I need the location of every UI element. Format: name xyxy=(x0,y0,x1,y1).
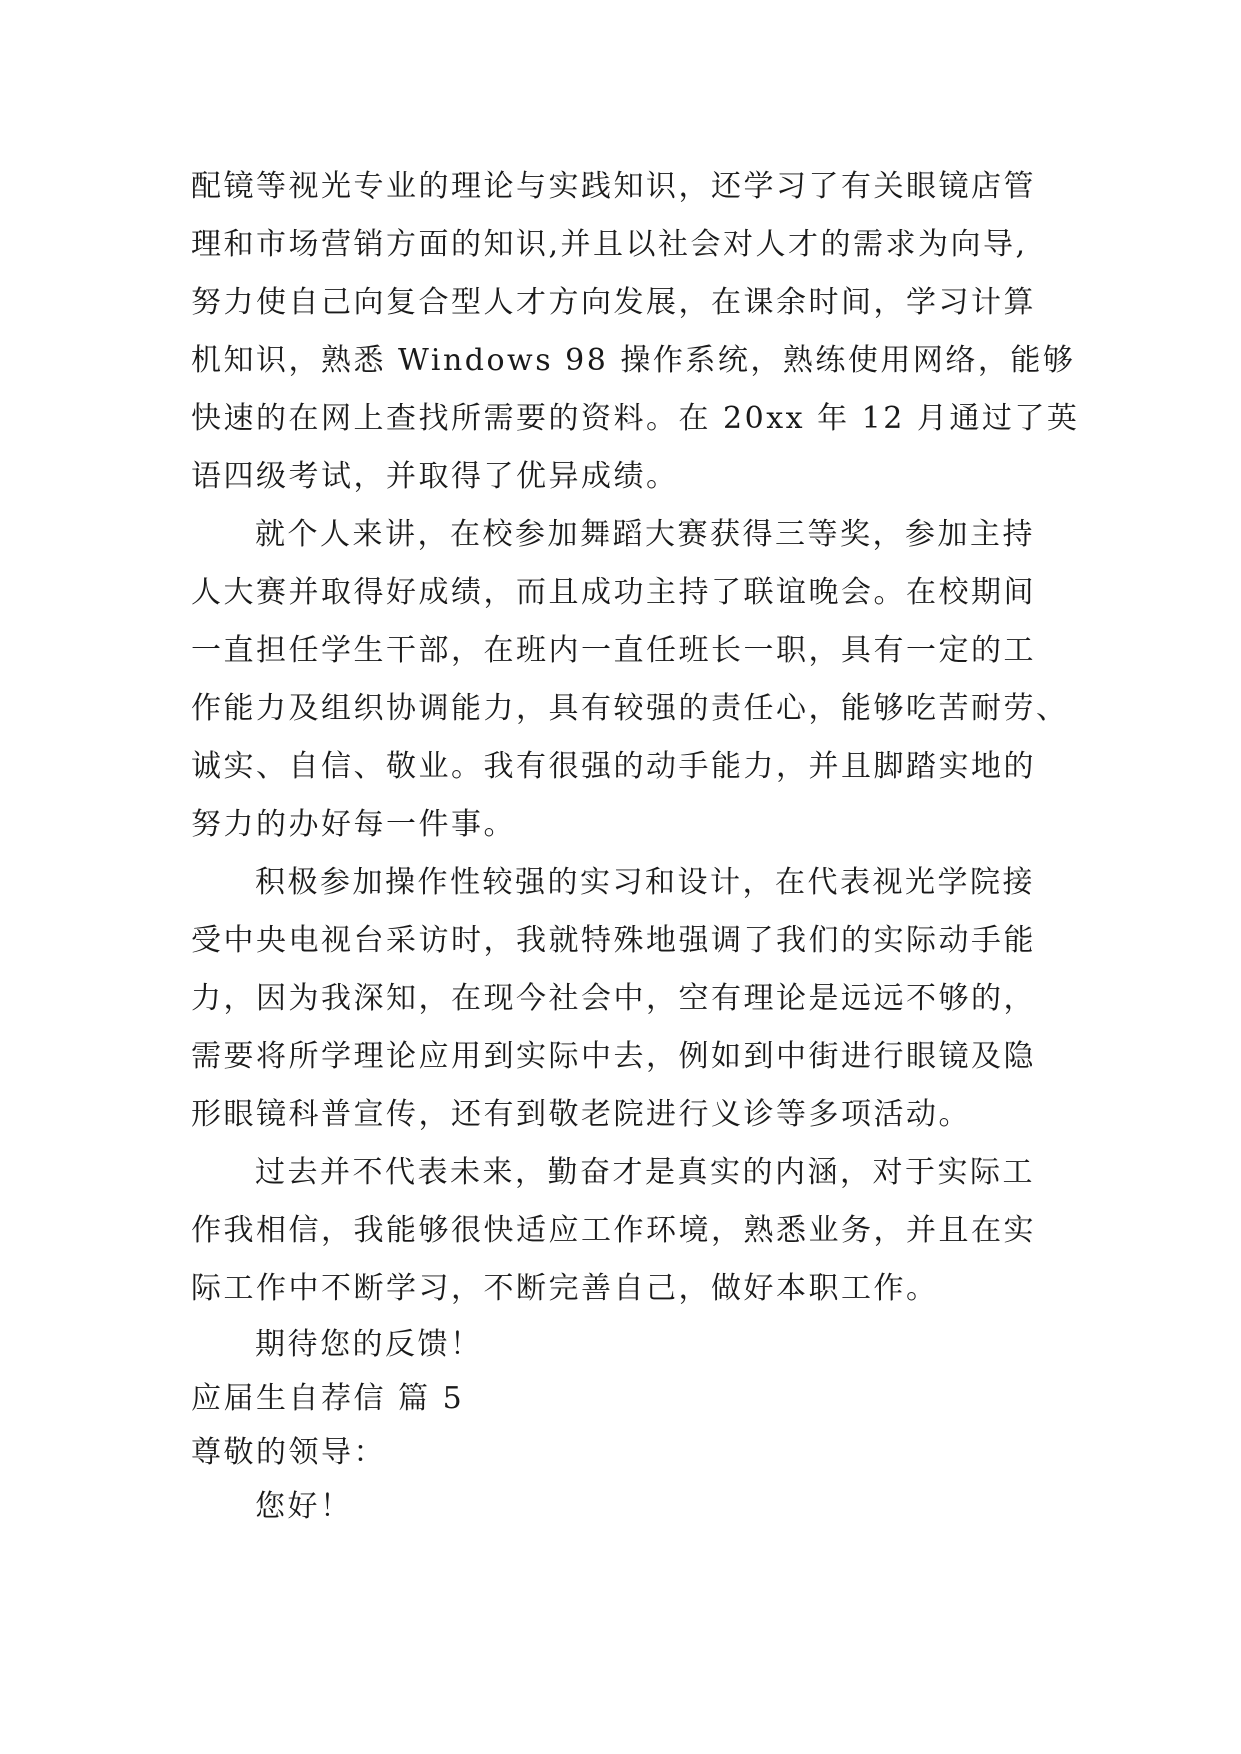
paragraph-line: 机知识，熟悉 Windows 98 操作系统，熟练使用网络，能够 xyxy=(191,343,1076,378)
paragraph-line: 受中央电视台采访时，我就特殊地强调了我们的实际动手能 xyxy=(191,923,1036,958)
paragraph-line: 作我相信，我能够很快适应工作环境，熟悉业务，并且在实 xyxy=(191,1213,1036,1248)
paragraph-line: 诚实、自信、敬业。我有很强的动手能力，并且脚踏实地的 xyxy=(191,749,1036,784)
paragraph-line: 作能力及组织协调能力，具有较强的责任心，能够吃苦耐劳、 xyxy=(191,691,1069,726)
paragraph-line: 力，因为我深知，在现今社会中，空有理论是远远不够的， xyxy=(191,981,1036,1016)
paragraph-line: 人大赛并取得好成绩，而且成功主持了联谊晚会。在校期间 xyxy=(191,575,1036,610)
paragraph-line: 形眼镜科普宣传，还有到敬老院进行义诊等多项活动。 xyxy=(191,1097,971,1132)
paragraph-line: 配镜等视光专业的理论与实践知识，还学习了有关眼镜店管 xyxy=(191,169,1036,204)
letter-body xyxy=(191,158,1081,1534)
paragraph-line: 快速的在网上查找所需要的资料。在 20xx 年 12 月通过了英 xyxy=(191,401,1080,436)
greeting: 您好！ xyxy=(255,1489,353,1524)
paragraph-line: 一直担任学生干部，在班内一直任班长一职，具有一定的工 xyxy=(191,633,1036,668)
paragraph-line: 际工作中不断学习，不断完善自己，做好本职工作。 xyxy=(191,1271,939,1306)
paragraph-line: 理和市场营销方面的知识,并且以社会对人才的需求为向导, xyxy=(191,227,1028,262)
closing-line: 期待您的反馈！ xyxy=(255,1327,483,1362)
paragraph-line: 努力使自己向复合型人才方向发展，在课余时间，学习计算 xyxy=(191,285,1036,320)
paragraph-line: 过去并不代表未来，勤奋才是真实的内涵，对于实际工 xyxy=(255,1155,1035,1190)
paragraph-line: 积极参加操作性较强的实习和设计，在代表视光学院接 xyxy=(255,865,1035,900)
paragraph-line: 就个人来讲，在校参加舞蹈大赛获得三等奖，参加主持 xyxy=(255,517,1035,552)
paragraph-line: 需要将所学理论应用到实际中去，例如到中街进行眼镜及隐 xyxy=(191,1039,1036,1074)
salutation: 尊敬的领导： xyxy=(191,1435,386,1470)
section-heading: 应届生自荐信 篇 5 xyxy=(191,1381,465,1416)
paragraph-line: 语四级考试，并取得了优异成绩。 xyxy=(191,459,679,494)
paragraph-line: 努力的办好每一件事。 xyxy=(191,807,516,842)
